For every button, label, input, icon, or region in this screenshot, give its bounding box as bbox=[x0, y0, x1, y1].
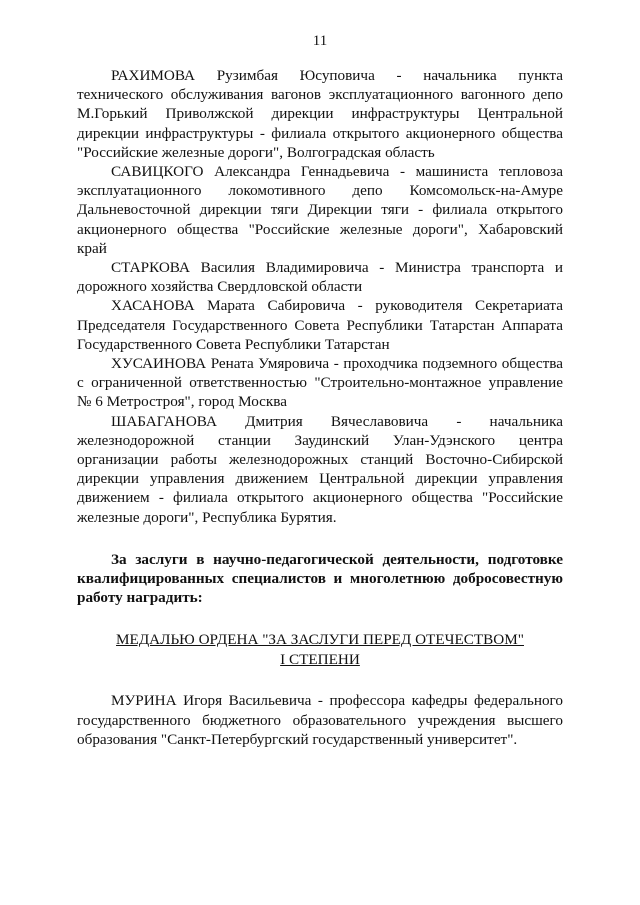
award-section-intro: За заслуги в научно-педагогической деятельности, подготовке квалифицированных специалистов и многолетнюю добросовестную работу наградить: bbox=[77, 550, 563, 607]
medal-title-line2: I СТЕПЕНИ bbox=[280, 650, 360, 668]
medal-title bbox=[77, 630, 563, 669]
section-spacer bbox=[77, 669, 563, 691]
medal-title-line1: МЕДАЛЬЮ ОРДЕНА "ЗА ЗАСЛУГИ ПЕРЕД ОТЕЧЕСТВОМ" bbox=[116, 631, 524, 649]
award-recipient-paragraph: ХУСАИНОВА Рената Умяровича - проходчика подземного общества с ограниченной ответственностью "Строительно-монтажное управление № 6 Метростроя", город Москва bbox=[77, 355, 563, 411]
award-recipient-paragraph: ХАСАНОВА Марата Сабировича - руководителя Секретариата Председателя Государственного Совета Республики Татарстан Аппарата Государственного Совета Республики Татарстан bbox=[77, 297, 563, 353]
document-body bbox=[77, 66, 563, 749]
page-number: 11 bbox=[312, 33, 328, 49]
award-recipient-paragraph: РАХИМОВА Рузимбая Юсуповича - начальника пункта технического обслуживания вагонов эксплуатационного вагонного депо М.Горький Приволжской дирекции инфраструктуры Центральной дирекции инфраструктуры - филиала открытого акционерного общества "Российские железные дороги", Волгоградская область bbox=[77, 67, 563, 161]
award-recipient-paragraph: САВИЦКОГО Александра Геннадьевича - машиниста тепловоза эксплуатационного локомотивного депо Комсомольск-на-Амуре Дальневосточной дирекции тяги Дирекции тяги - филиала открытого акционерного общества "Российские железные дороги", Хабаровский край bbox=[77, 163, 563, 257]
medal-recipient-paragraph: МУРИНА Игоря Васильевича - профессора кафедры федерального государственного бюджетного образовательного учреждения высшего образования "Санкт-Петербургский государственный университет". bbox=[77, 692, 563, 748]
award-recipient-paragraph: СТАРКОВА Василия Владимировича - Министра транспорта и дорожного хозяйства Свердловской области bbox=[77, 259, 563, 296]
award-recipient-paragraph: ШАБАГАНОВА Дмитрия Вячеславовича - начальника железнодорожной станции Заудинский Улан-Удэнского центра организации работы железнодорожных станций Восточно-Сибирской дирекции управления движением Центральной дирекции управления движением - филиала открытого акционерного общества "Российские железные дороги", Республика Бурятия. bbox=[77, 412, 563, 526]
